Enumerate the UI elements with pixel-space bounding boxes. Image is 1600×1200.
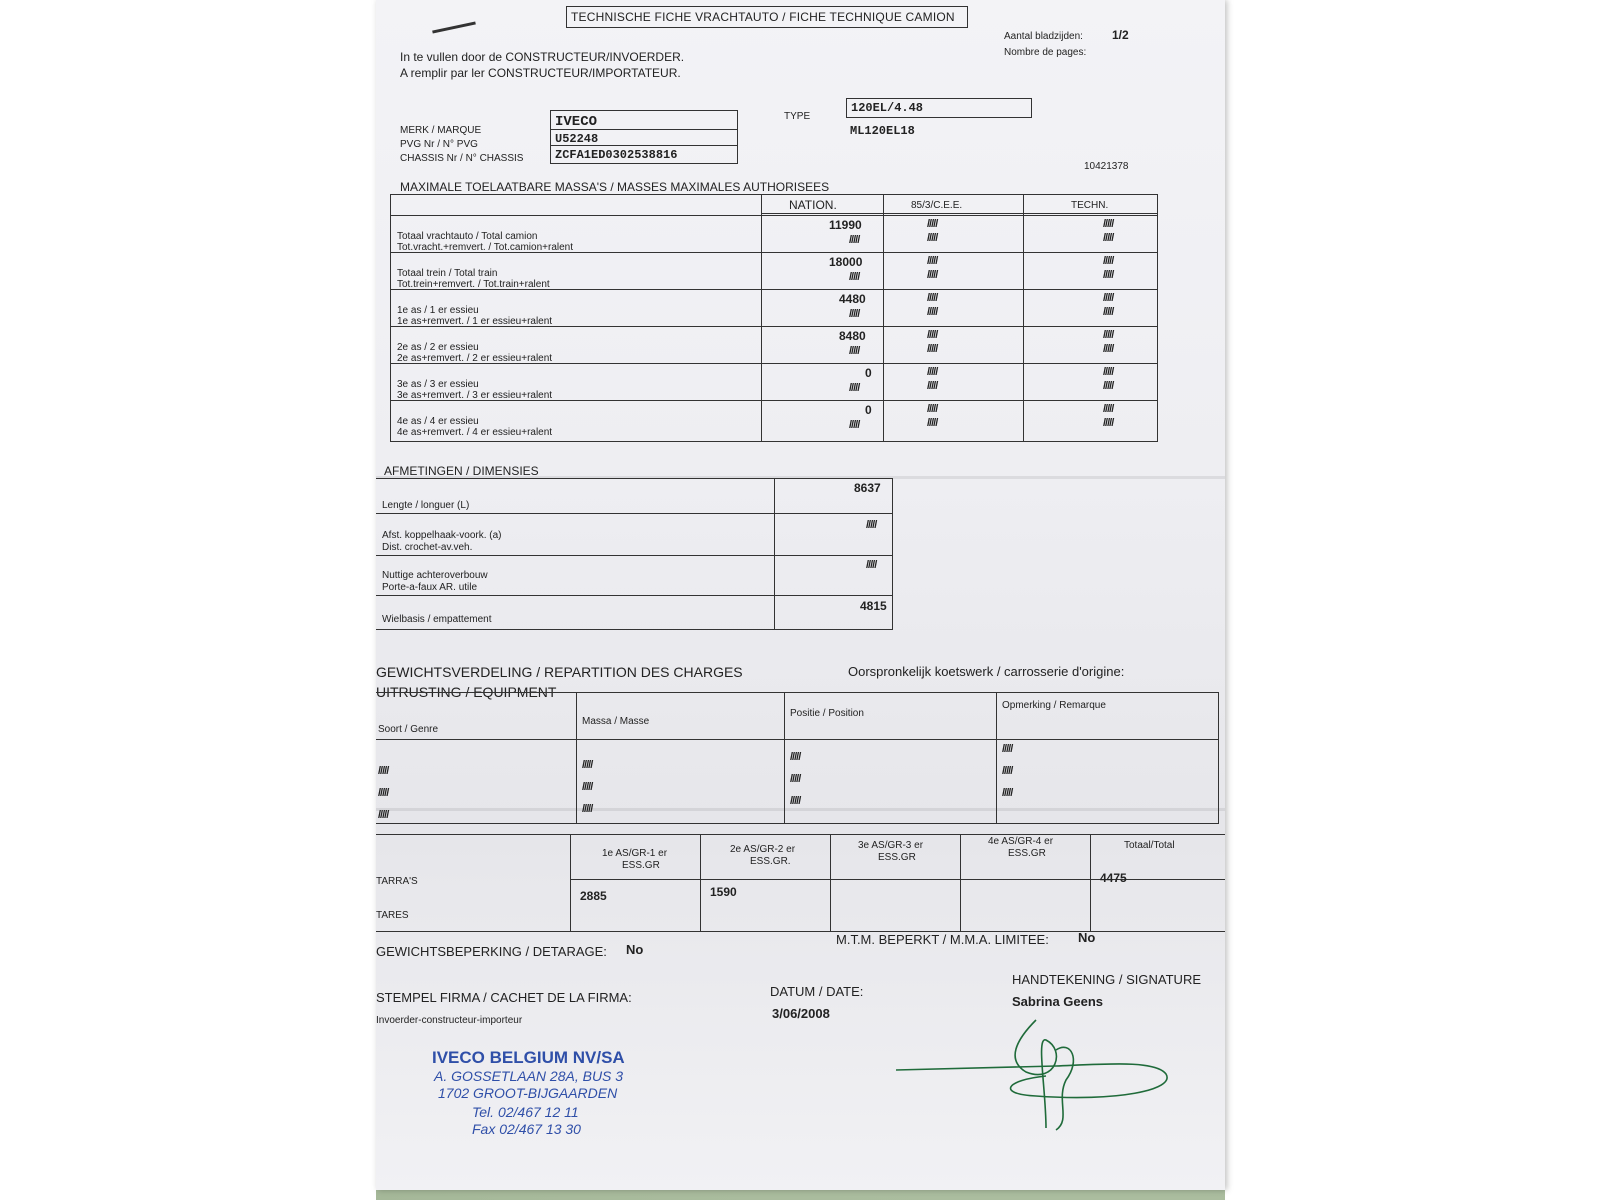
original-body-label: Oorspronkelijk koetswerk / carrosserie d'origine: — [848, 664, 1125, 679]
col-nation-header: NATION. — [789, 198, 837, 212]
col-remark-header: Opmerking / Remarque — [1002, 700, 1106, 711]
tare-col2-l2: ESS.GR. — [750, 856, 791, 867]
document-sheet — [376, 0, 1225, 1190]
mass-row — [391, 215, 1157, 253]
coupling-value: ///// — [866, 519, 877, 531]
document-number: 10421378 — [1084, 161, 1129, 172]
cee-hatch: ///// — [927, 306, 938, 318]
techn-hatch: ///// — [1103, 218, 1114, 230]
tare-value-1: 2885 — [580, 889, 607, 903]
dimensions-title: AFMETINGEN / DIMENSIES — [384, 464, 539, 478]
remark-hatch: ///// — [1002, 743, 1013, 755]
remark-hatch: ///// — [1002, 787, 1013, 799]
stamp-fax: Fax 02/467 13 30 — [472, 1121, 581, 1137]
cee-hatch: ///// — [927, 380, 938, 392]
nation-hatch: ///// — [849, 308, 860, 320]
tares-table — [376, 834, 1225, 932]
position-hatch: ///// — [790, 795, 801, 807]
pages-label-fr: Nombre de pages: — [1004, 47, 1087, 58]
cee-hatch: ///// — [927, 292, 938, 304]
mass-row — [391, 400, 1157, 441]
equipment-title: UITRUSTING / EQUIPMENT — [376, 684, 557, 700]
nation-hatch: ///// — [849, 271, 860, 283]
signer-name: Sabrina Geens — [1012, 994, 1104, 1009]
cee-hatch: ///// — [927, 218, 938, 230]
coupling-label-nl: Afst. koppelhaak-voork. (a) — [382, 530, 502, 541]
length-value: 8637 — [854, 481, 881, 495]
row-label-primary: Totaal trein / Total train — [397, 268, 498, 279]
masses-table — [390, 194, 1158, 442]
row-label-primary: 4e as / 4 er essieu — [397, 416, 479, 427]
pvg-value: U52248 — [555, 132, 599, 146]
brand-label: MERK / MARQUE — [400, 125, 482, 136]
mma-value: No — [1078, 930, 1096, 945]
masses-title: MAXIMALE TOELAATBARE MASSA'S / MASSES MAXIMALES AUTHORISEES — [400, 180, 830, 194]
length-label: Lengte / longuer (L) — [382, 500, 470, 511]
tare-col4-l2: ESS.GR — [1008, 848, 1046, 859]
techn-hatch: ///// — [1103, 269, 1114, 281]
cee-hatch: ///// — [927, 403, 938, 415]
col-techn-header: TECHN. — [1071, 200, 1109, 211]
mass-hatch: ///// — [582, 781, 593, 793]
nation-value: 18000 — [829, 255, 863, 269]
row-label-secondary: 2e as+remvert. / 2 er essieu+ralent — [397, 353, 553, 364]
techn-hatch: ///// — [1103, 292, 1114, 304]
row-label-secondary: 4e as+remvert. / 4 er essieu+ralent — [397, 427, 553, 438]
fill-instruction-nl: In te vullen door de CONSTRUCTEUR/INVOERDER. — [400, 50, 685, 64]
row-label-primary: 3e as / 3 er essieu — [397, 379, 479, 390]
tare-col4-l1: 4e AS/GR-4 er — [988, 836, 1054, 847]
detarage-label: GEWICHTSBEPERKING / DETARAGE: — [376, 944, 607, 959]
remark-hatch: ///// — [1002, 765, 1013, 777]
mma-label: M.T.M. BEPERKT / M.M.A. LIMITEE: — [836, 932, 1049, 947]
mass-hatch: ///// — [582, 759, 593, 771]
techn-hatch: ///// — [1103, 380, 1114, 392]
type-value: 120EL/4.48 — [851, 101, 924, 115]
pvg-label: PVG Nr / N° PVG — [400, 139, 478, 150]
pen-mark — [432, 21, 476, 33]
nation-hatch: ///// — [849, 234, 860, 246]
nation-value: 4480 — [839, 292, 866, 306]
mass-row — [391, 363, 1157, 401]
techn-hatch: ///// — [1103, 403, 1114, 415]
genre-hatch: ///// — [378, 809, 389, 821]
techn-hatch: ///// — [1103, 306, 1114, 318]
techn-hatch: ///// — [1103, 232, 1114, 244]
tare-col1-l2: ESS.GR — [622, 860, 660, 871]
distribution-title: GEWICHTSVERDELING / REPARTITION DES CHARGES — [376, 664, 743, 680]
stamp-sub-label: Invoerder-constructeur-importeur — [376, 1015, 523, 1026]
nation-hatch: ///// — [849, 345, 860, 357]
genre-hatch: ///// — [378, 787, 389, 799]
cee-hatch: ///// — [927, 329, 938, 341]
mass-hatch: ///// — [582, 803, 593, 815]
nation-hatch: ///// — [849, 382, 860, 394]
coupling-label-fr: Dist. crochet-av.veh. — [382, 542, 473, 553]
mass-row — [391, 252, 1157, 290]
techn-hatch: ///// — [1103, 417, 1114, 429]
vehicle-id-box — [550, 110, 738, 164]
row-label-secondary: 3e as+remvert. / 3 er essieu+ralent — [397, 390, 553, 401]
tare-total-label: Totaal/Total — [1124, 840, 1175, 851]
stamp-tel: Tel. 02/467 12 11 — [472, 1104, 579, 1120]
cee-hatch: ///// — [927, 255, 938, 267]
tare-col3-l2: ESS.GR — [878, 852, 916, 863]
dimensions-table — [376, 478, 893, 630]
tare-col3-l1: 3e AS/GR-3 er — [858, 840, 924, 851]
techn-hatch: ///// — [1103, 366, 1114, 378]
techn-hatch: ///// — [1103, 343, 1114, 355]
type-label: TYPE — [784, 111, 811, 122]
stamp-company: IVECO BELGIUM NV/SA — [432, 1048, 625, 1067]
pages-value: 1/2 — [1112, 28, 1129, 42]
overhang-label-fr: Porte-a-faux AR. utile — [382, 582, 478, 593]
wheelbase-value: 4815 — [860, 599, 887, 613]
background-left — [0, 0, 376, 1200]
row-label-primary: 2e as / 2 er essieu — [397, 342, 479, 353]
row-label-secondary: Tot.vracht.+remvert. / Tot.camion+ralent — [397, 242, 574, 253]
document-title: TECHNISCHE FICHE VRACHTAUTO / FICHE TECHNIQUE CAMION — [571, 10, 955, 24]
col-position-header: Positie / Position — [790, 708, 864, 719]
overhang-label-nl: Nuttige achteroverbouw — [382, 570, 488, 581]
detarage-value: No — [626, 942, 644, 957]
nation-value: 0 — [865, 403, 872, 417]
tares-label-nl: TARRA'S — [376, 876, 418, 887]
cee-hatch: ///// — [927, 232, 938, 244]
position-hatch: ///// — [790, 773, 801, 785]
stamp-label: STEMPEL FIRMA / CACHET DE LA FIRMA: — [376, 990, 632, 1005]
nation-value: 11990 — [829, 218, 862, 232]
nation-value: 0 — [865, 366, 872, 380]
mass-row — [391, 289, 1157, 327]
genre-hatch: ///// — [378, 765, 389, 777]
tare-value-2: 1590 — [710, 885, 737, 899]
position-hatch: ///// — [790, 751, 801, 763]
stamp-city: 1702 GROOT-BIJGAARDEN — [438, 1085, 618, 1101]
handwritten-signature — [896, 1010, 1196, 1140]
techn-hatch: ///// — [1103, 329, 1114, 341]
techn-hatch: ///// — [1103, 255, 1114, 267]
col-genre-header: Soort / Genre — [378, 724, 439, 735]
tares-label-fr: TARES — [376, 910, 409, 921]
type-value-2: ML120EL18 — [850, 124, 915, 138]
col-mass-header: Massa / Masse — [582, 716, 650, 727]
tare-col1-l1: 1e AS/GR-1 er — [602, 848, 668, 859]
brand-value: IVECO — [555, 114, 598, 130]
row-label-primary: 1e as / 1 er essieu — [397, 305, 479, 316]
pages-label-nl: Aantal bladzijden: — [1004, 31, 1083, 42]
tare-col2-l1: 2e AS/GR-2 er — [730, 844, 796, 855]
background-right — [1225, 0, 1600, 1200]
overhang-value: ///// — [866, 559, 877, 571]
chassis-value: ZCFA1ED0302538816 — [555, 148, 678, 162]
document-title-box — [566, 6, 968, 28]
row-label-primary: Totaal vrachtauto / Total camion — [397, 231, 538, 242]
signature-label: HANDTEKENING / SIGNATURE — [1012, 972, 1202, 987]
cee-hatch: ///// — [927, 366, 938, 378]
cee-hatch: ///// — [927, 343, 938, 355]
row-label-secondary: Tot.trein+remvert. / Tot.train+ralent — [397, 279, 550, 290]
cee-hatch: ///// — [927, 269, 938, 281]
date-label: DATUM / DATE: — [770, 984, 864, 999]
stamp-address: A. GOSSETLAAN 28A, BUS 3 — [434, 1068, 624, 1084]
cee-hatch: ///// — [927, 417, 938, 429]
col-cee-header: 85/3/C.E.E. — [911, 200, 963, 211]
tare-total-value: 4475 — [1100, 871, 1127, 885]
date-value: 3/06/2008 — [772, 1006, 830, 1021]
fill-instruction-fr: A remplir par ler CONSTRUCTEUR/IMPORTATEUR. — [400, 66, 681, 80]
equipment-table — [376, 692, 1219, 824]
row-label-secondary: 1e as+remvert. / 1 er essieu+ralent — [397, 316, 553, 327]
nation-value: 8480 — [839, 329, 866, 343]
wheelbase-label: Wielbasis / empattement — [382, 614, 492, 625]
chassis-label: CHASSIS Nr / N° CHASSIS — [400, 153, 524, 164]
nation-hatch: ///// — [849, 419, 860, 431]
mass-row — [391, 326, 1157, 364]
type-box — [846, 98, 1032, 118]
